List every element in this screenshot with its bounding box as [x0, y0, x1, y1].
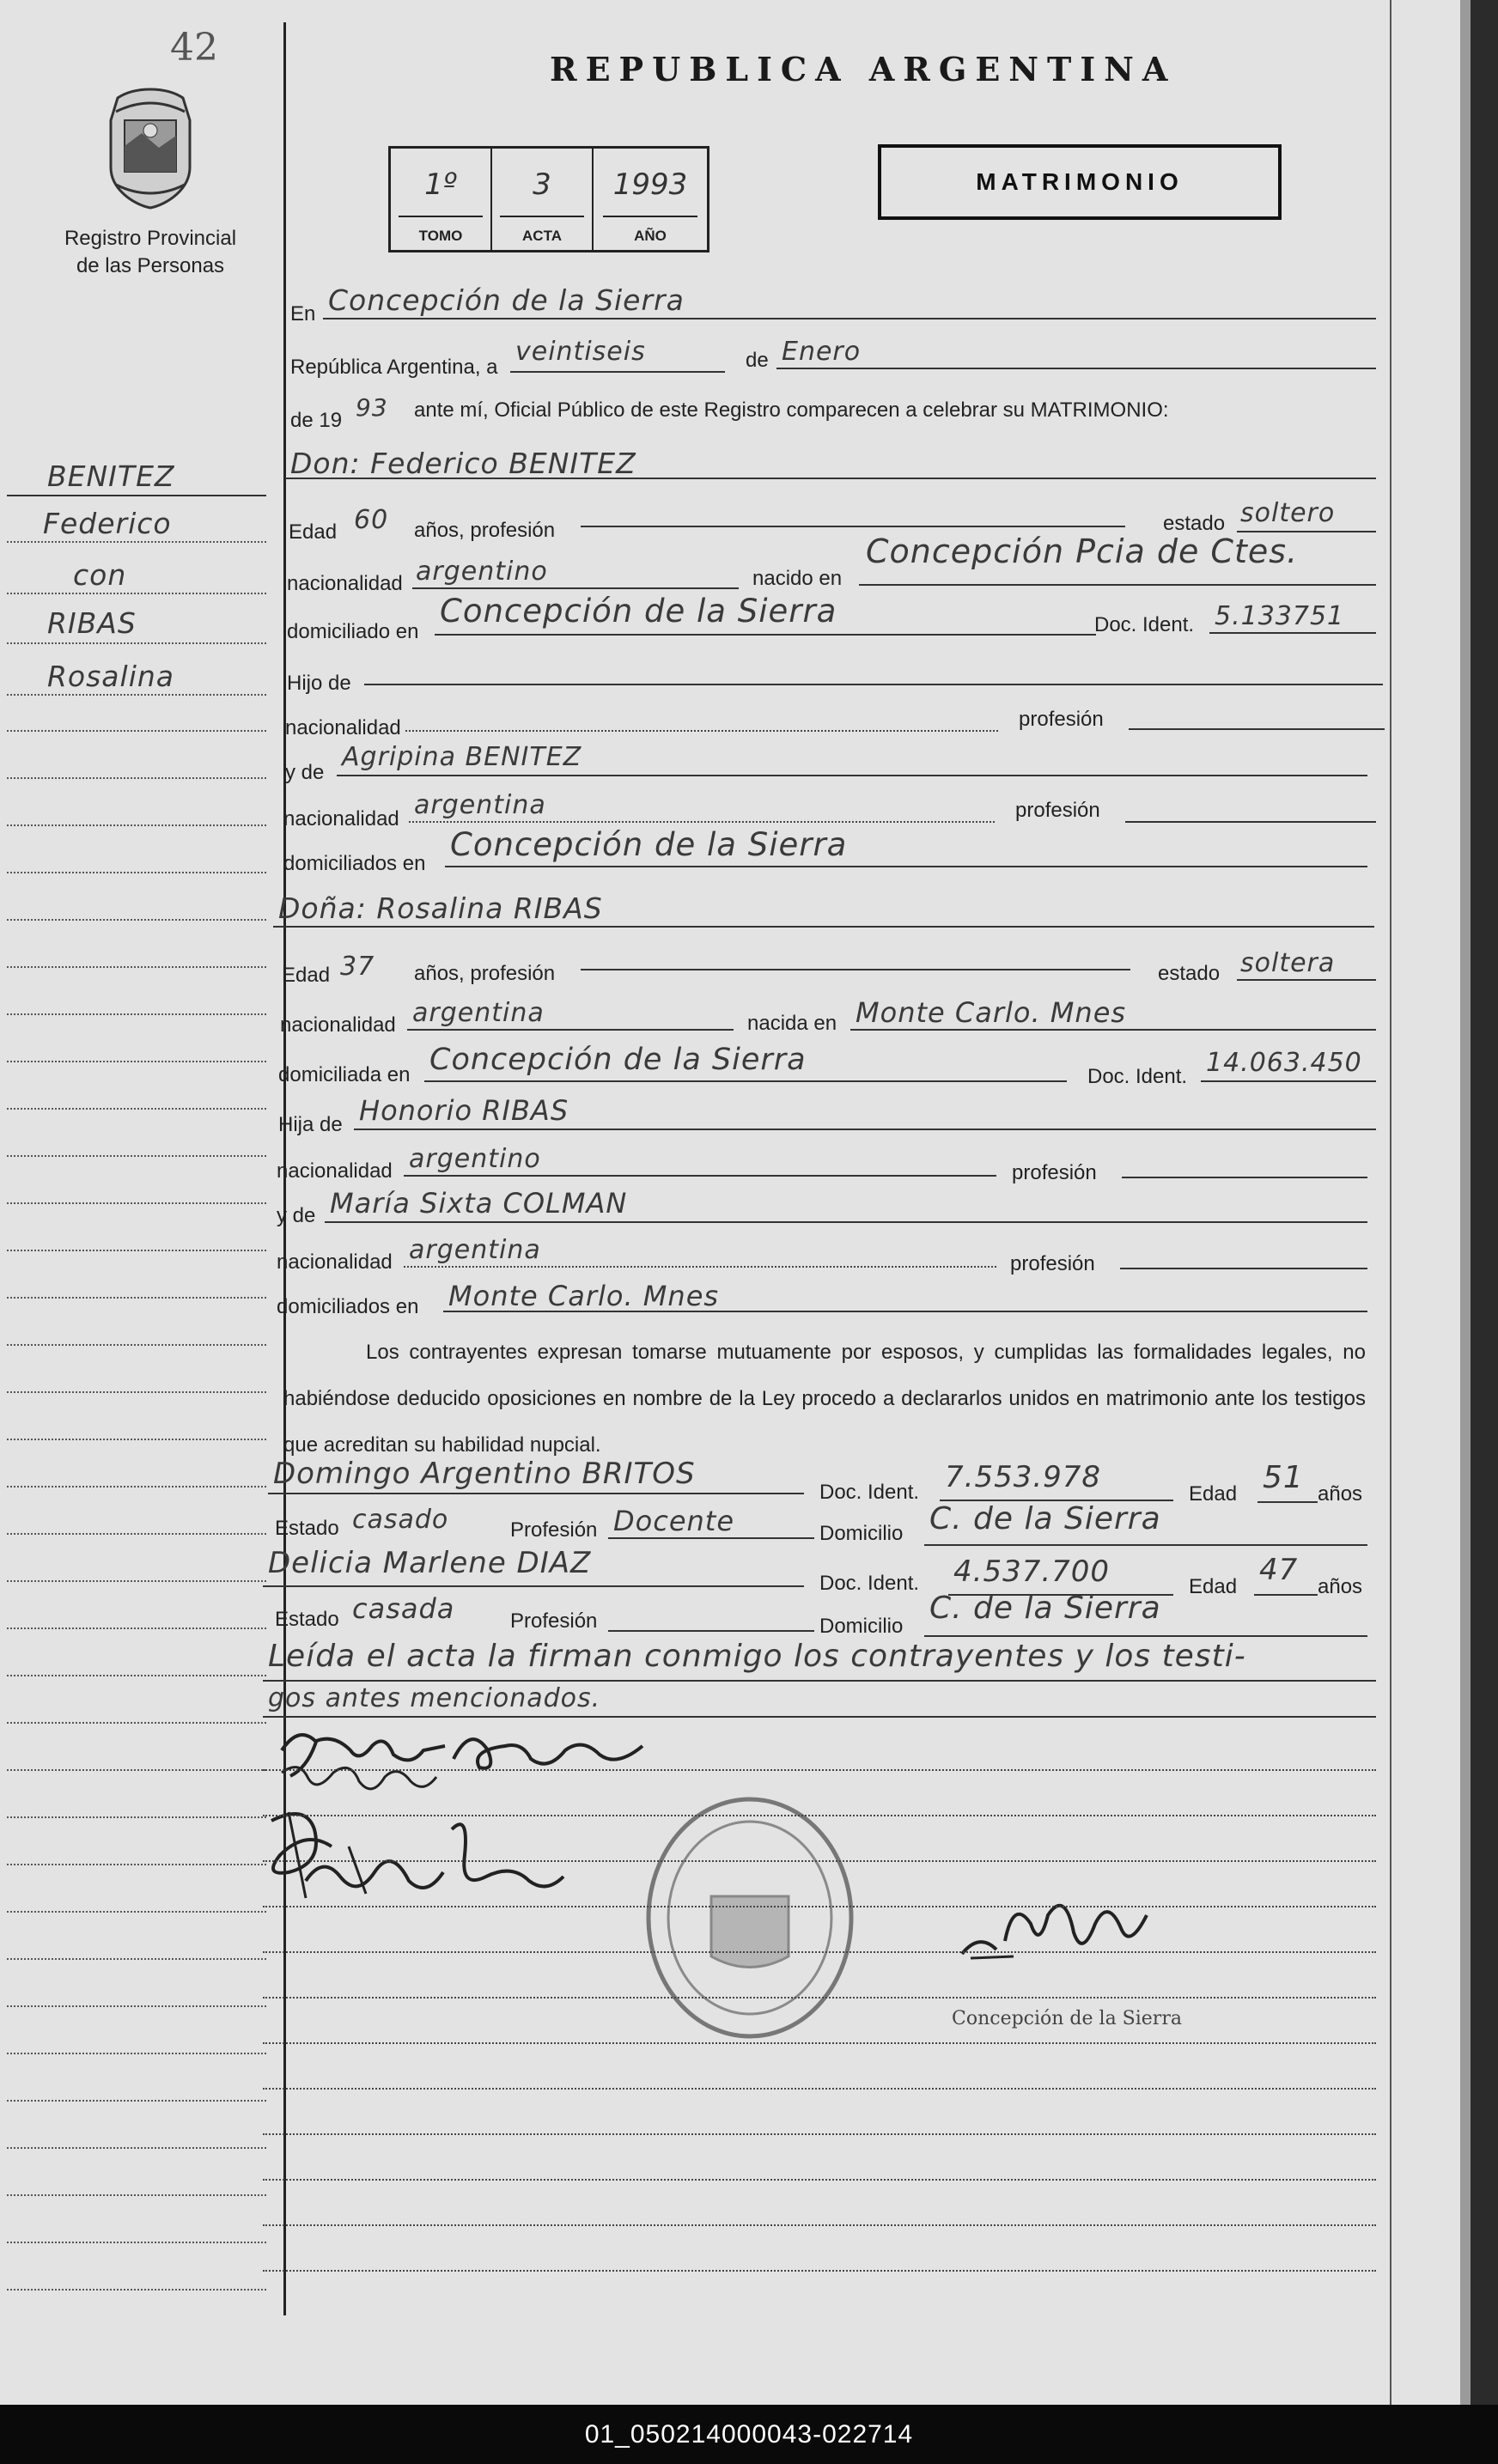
bride-father-nac-label: nacionalidad: [277, 1159, 393, 1183]
bride-birthplace: Monte Carlo. Mnes: [856, 996, 1127, 1029]
signature-ruled-line: [263, 1951, 1376, 1953]
witness2-edad-label: Edad: [1189, 1575, 1238, 1598]
official-stamp-icon: [642, 1793, 857, 2042]
official-signature-image: [953, 1881, 1160, 1975]
bride-mother: María Sixta COLMAN: [330, 1187, 628, 1220]
witness2-dom-label: Domicilio: [819, 1615, 904, 1638]
groom-marital-status: soltero: [1240, 498, 1336, 528]
signature-ruled-line: [263, 2133, 1376, 2135]
margin-ruled-line: [7, 966, 266, 968]
anio-cell: [594, 149, 707, 250]
acta-value: 3: [533, 167, 551, 202]
margin-ruled-line: [7, 1722, 266, 1724]
bride-mother-nationality: argentina: [409, 1235, 541, 1265]
witness1-edad-label: Edad: [1189, 1482, 1238, 1506]
signature-ruled-line: [263, 2042, 1376, 2044]
bride-name: Doña: Rosalina RIBAS: [278, 891, 603, 925]
margin-ruled-line: [7, 1344, 266, 1346]
margin-ruled-line: [7, 872, 266, 873]
groom-father-nac-label: nacionalidad: [285, 716, 401, 739]
tomo-label: TOMO: [418, 228, 463, 244]
bride-dom-label: domiciliada en: [278, 1063, 411, 1086]
signature-ruled-line: [263, 1769, 1376, 1771]
margin-ruled-line: [7, 1202, 266, 1204]
witness2-domicile: C. de la Sierra: [929, 1591, 1161, 1626]
declaration-text: Los contrayentes expresan tomarse mutuamente por esposos, y cumplidas las formalidades legales, no habiéndose deducido oposiciones en nombre de la Ley procedo a declararlos unidos en matrimonio ante los testigos que acreditan su habilidad nupcial.: [283, 1341, 1366, 1457]
bride-nacida-label: nacida en: [747, 1012, 837, 1035]
marriage-year: 93: [356, 393, 388, 422]
intro-text: ante mí, Oficial Público de este Registro comparecen a celebrar su MATRIMONIO:: [414, 398, 1169, 422]
anio-value: 1993: [612, 167, 688, 202]
margin-ruled-line: [7, 1816, 266, 1818]
witness1-profession: Docente: [613, 1505, 735, 1537]
image-code: 01_050214000043-022714: [0, 2405, 1498, 2464]
groom-profesion-label: años, profesión: [414, 519, 556, 542]
groom-domicile: Concepción de la Sierra: [440, 593, 837, 630]
margin-ruled-line: [7, 2100, 266, 2102]
margin-ruled-line: [7, 1108, 266, 1110]
margin-ruled-line: [7, 1439, 266, 1440]
signature-ruled-line: [263, 2179, 1376, 2181]
groom-mother: Agripina BENITEZ: [342, 742, 582, 772]
groom-birthplace: Concepción Pcia de Ctes.: [866, 532, 1299, 570]
provincial-seal-icon: [99, 86, 202, 210]
bride-doc-label: Doc. Ident.: [1087, 1065, 1188, 1088]
signature-ruled-line: [263, 2224, 1376, 2226]
bride-parents-dom-label: domiciliados en: [277, 1295, 419, 1318]
margin-ruled-line: [7, 1675, 266, 1676]
signature-ruled-line: [263, 1860, 1376, 1862]
bride-parents-domicile: Monte Carlo. Mnes: [448, 1280, 720, 1312]
acta-label: ACTA: [522, 228, 562, 244]
margin-ruled-line: [7, 2147, 266, 2149]
groom-nacido-label: nacido en: [752, 567, 843, 590]
marriage-month: Enero: [782, 337, 862, 367]
groom-yde-label: y de: [285, 761, 325, 784]
margin-ruled-line: [7, 1627, 266, 1629]
bride-mother-prof-label: profesión: [1010, 1252, 1095, 1275]
groom-mother-nationality: argentina: [414, 790, 546, 820]
groom-parents-dom-label: domiciliados en: [283, 852, 426, 875]
margin-ruled-line: [7, 2053, 266, 2054]
witness2-anios-label: años: [1318, 1575, 1363, 1598]
witness2-age: 47: [1259, 1553, 1299, 1587]
page-edge-shadow: [1471, 0, 1498, 2405]
signature-ruled-line: [263, 1815, 1376, 1816]
groom-parents-domicile: Concepción de la Sierra: [450, 826, 848, 863]
margin-ruled-line: [7, 1155, 266, 1157]
bride-nac-label: nacionalidad: [280, 1013, 396, 1037]
witness1-doc-label: Doc. Ident.: [819, 1481, 920, 1504]
margin-ruled-line: [7, 1769, 266, 1771]
signature-ruled-line: [263, 2270, 1376, 2272]
groom-doc-label: Doc. Ident.: [1094, 613, 1195, 636]
margin-note-surname-2: RIBAS: [47, 606, 137, 640]
bride-document-number: 14.063.450: [1206, 1048, 1362, 1078]
groom-estado-label: estado: [1163, 512, 1226, 535]
groom-nac-label: nacionalidad: [287, 572, 403, 595]
margin-ruled-line: [7, 777, 266, 779]
margin-ruled-line: [7, 919, 266, 921]
margin-ruled-line: [7, 2242, 266, 2243]
groom-father-prof-label: profesión: [1019, 708, 1104, 731]
margin-ruled-line: [7, 1297, 266, 1299]
bride-profesion-label: años, profesión: [414, 962, 556, 985]
anio-label: AÑO: [634, 228, 667, 244]
stamp-place: Concepción de la Sierra: [952, 2008, 1182, 2029]
bride-nationality: argentina: [412, 998, 545, 1028]
margin-note-name-1: Federico: [43, 507, 172, 540]
groom-dom-label: domiciliado en: [287, 620, 419, 643]
year-prefix: de 19: [290, 409, 343, 432]
groom-age: 60: [354, 505, 389, 535]
margin-ruled-line: [7, 1391, 266, 1393]
witness1-anios-label: años: [1318, 1482, 1363, 1506]
witness-signatures-image: [254, 1795, 581, 1907]
groom-mother-prof-label: profesión: [1015, 799, 1100, 822]
bride-father-prof-label: profesión: [1012, 1161, 1097, 1184]
margin-note-name-2: Rosalina: [47, 660, 175, 693]
witness1-prof-label: Profesión: [510, 1518, 598, 1542]
tomo-value: 1º: [424, 167, 457, 202]
bride-marital-status: soltera: [1240, 948, 1336, 978]
witness1-dom-label: Domicilio: [819, 1522, 904, 1545]
groom-nationality: argentino: [416, 557, 548, 587]
marriage-place: Concepción de la Sierra: [328, 283, 685, 317]
margin-ruled-line: [7, 824, 266, 826]
closing-line-1: Leída el acta la firman conmigo los contrayentes y los testi-: [268, 1639, 1246, 1674]
bride-domicile: Concepción de la Sierra: [429, 1043, 807, 1077]
marriage-day: veintiseis: [515, 337, 646, 367]
tomo-cell: [391, 149, 492, 250]
witness2-name: Delicia Marlene DIAZ: [268, 1546, 592, 1580]
witness2-estado-label: Estado: [275, 1608, 339, 1631]
registry-line-2: de las Personas: [76, 254, 225, 277]
bride-hija-label: Hija de: [278, 1113, 343, 1136]
page-number: 42: [170, 26, 218, 70]
margin-ruled-line: [7, 1864, 266, 1865]
witness1-estado-label: Estado: [275, 1517, 339, 1540]
signature-ruled-line: [263, 1997, 1376, 1999]
acta-cell: [492, 149, 594, 250]
right-edge-rule: [1390, 0, 1391, 2405]
margin-ruled-line: [7, 1061, 266, 1062]
witness1-domicile: C. de la Sierra: [929, 1501, 1161, 1536]
margin-ruled-line: [7, 1958, 266, 1960]
bride-estado-label: estado: [1158, 962, 1221, 985]
witness1-age: 51: [1263, 1460, 1304, 1495]
witness2-document-number: 4.537.700: [953, 1554, 1111, 1589]
witness1-document-number: 7.553.978: [945, 1460, 1102, 1494]
margin-ruled-line: [7, 1013, 266, 1015]
groom-name: Don: Federico BENITEZ: [290, 447, 636, 480]
de-label: de: [746, 349, 769, 372]
margin-ruled-line: [7, 2005, 266, 2007]
bride-age: 37: [340, 952, 375, 982]
signature-ruled-line: [263, 1906, 1376, 1907]
bride-mother-nac-label: nacionalidad: [277, 1250, 393, 1274]
witness2-prof-label: Profesión: [510, 1609, 598, 1633]
republica-label: República Argentina, a: [290, 356, 498, 379]
page-title: REPUBLICA ARGENTINA: [550, 50, 1177, 88]
margin-ruled-line: [7, 1250, 266, 1251]
bride-father-nationality: argentino: [409, 1144, 541, 1174]
bride-edad-label: Edad: [282, 964, 331, 987]
registry-name: [26, 225, 275, 280]
record-type: MATRIMONIO: [878, 144, 1282, 220]
margin-note-surname-1: BENITEZ: [47, 459, 175, 493]
record-number-box: [388, 146, 709, 252]
margin-ruled-line: [7, 1533, 266, 1535]
closing-line-2: gos antes mencionados.: [268, 1683, 601, 1713]
witness2-doc-label: Doc. Ident.: [819, 1572, 920, 1595]
groom-document-number: 5.133751: [1215, 601, 1345, 631]
margin-ruled-line: [7, 2194, 266, 2196]
en-label: En: [290, 302, 316, 325]
margin-ruled-line: [7, 1580, 266, 1582]
margin-ruled-line: [7, 1486, 266, 1488]
signature-ruled-line: [263, 2088, 1376, 2090]
groom-edad-label: Edad: [289, 520, 338, 544]
witness1-name: Domingo Argentino BRITOS: [273, 1457, 696, 1491]
registry-line-1: Registro Provincial: [64, 227, 237, 250]
groom-hijo-label: Hijo de: [287, 672, 351, 695]
bride-yde-label: y de: [277, 1204, 316, 1227]
margin-ruled-line: [7, 730, 266, 732]
bride-father: Honorio RIBAS: [359, 1094, 569, 1127]
margin-ruled-line: [7, 2289, 266, 2291]
witness2-marital-status: casada: [352, 1592, 455, 1625]
margin-ruled-line: [7, 1911, 266, 1913]
margin-note-con: con: [73, 558, 127, 592]
witness1-marital-status: casado: [352, 1505, 449, 1535]
groom-mother-nac-label: nacionalidad: [283, 807, 399, 830]
